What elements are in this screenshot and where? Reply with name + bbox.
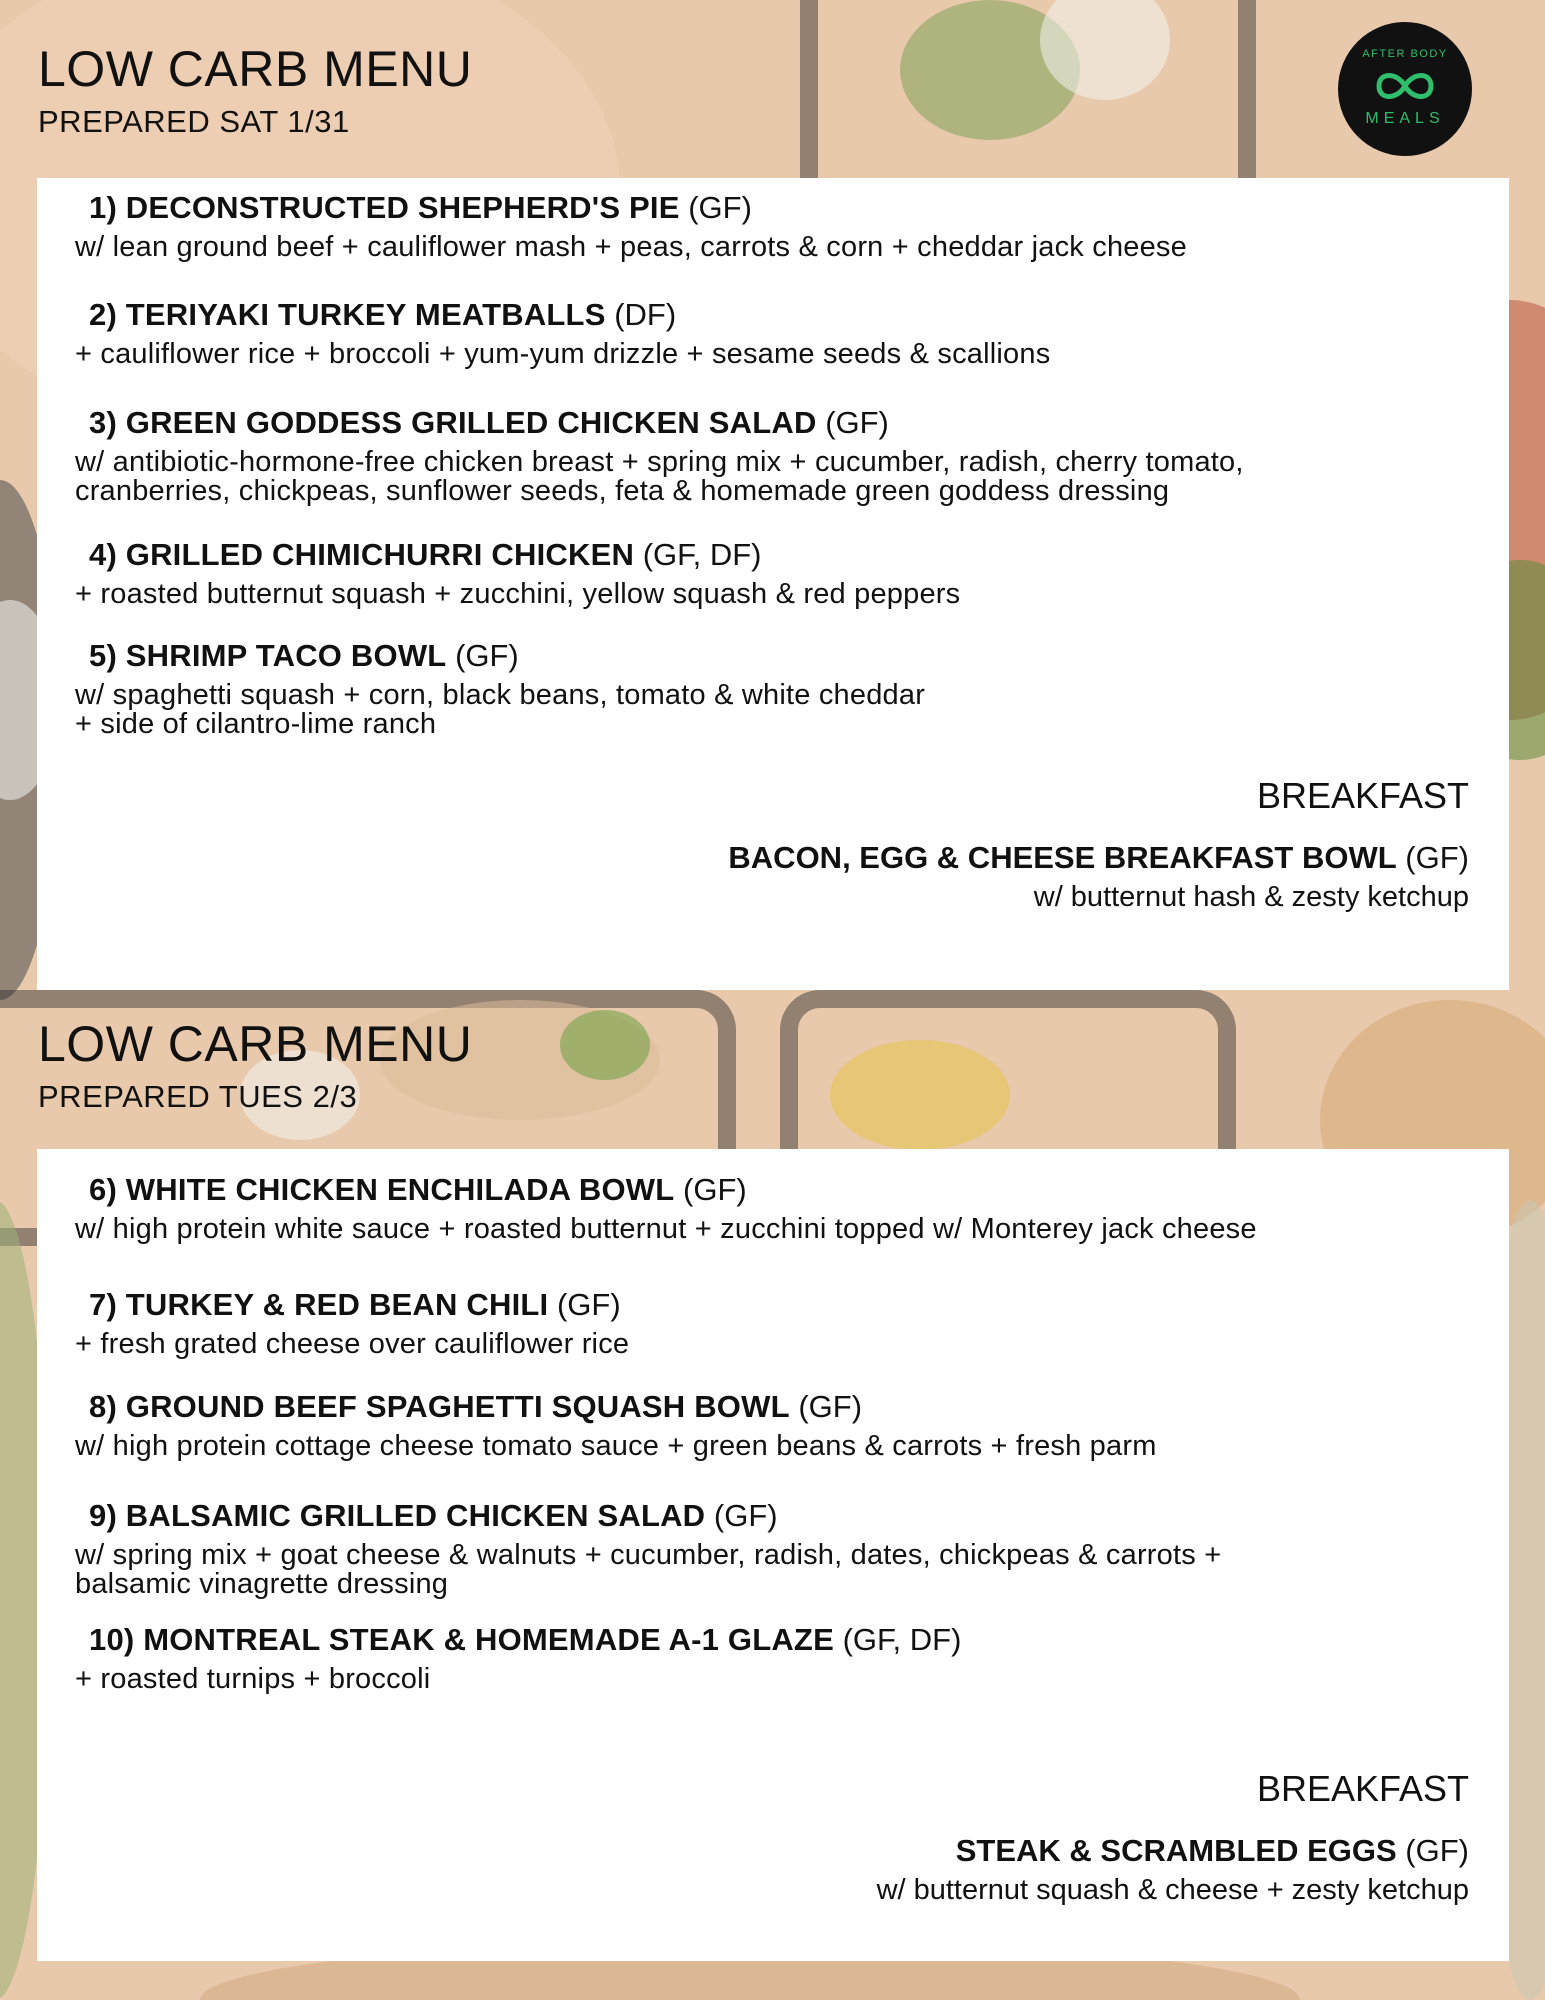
breakfast-diet-tag: (GF) (1405, 840, 1469, 875)
after-body-meals-logo (1338, 22, 1472, 156)
item-description: w/ high protein cottage cheese tomato sauce + green beans & carrots + fresh parm (75, 1430, 1157, 1462)
item-name: 3) GREEN GODDESS GRILLED CHICKEN SALAD (89, 405, 817, 440)
item-diet-tag: (GF) (798, 1389, 863, 1424)
item-name: 5) SHRIMP TACO BOWL (89, 638, 447, 673)
menu-item (75, 1289, 1505, 1359)
item-diet-tag: (GF, DF) (842, 1622, 962, 1657)
menu-subtitle: PREPARED TUES 2/3 (38, 1079, 358, 1114)
logo-top-text: AFTER BODY (1362, 48, 1448, 60)
menu-item (75, 1624, 1505, 1694)
menu-item (75, 1391, 1505, 1461)
menu-title: LOW CARB MENU (38, 1016, 473, 1072)
menu-item (75, 299, 1505, 369)
logo-bottom-text: MEALS (1365, 110, 1445, 127)
menu-item (75, 192, 1505, 262)
item-name: 7) TURKEY & RED BEAN CHILI (89, 1287, 549, 1322)
item-description: + cauliflower rice + broccoli + yum-yum drizzle + sesame seeds & scallions (75, 338, 1051, 370)
item-description: w/ lean ground beef + cauliflower mash + peas, carrots & corn + cheddar jack cheese (75, 231, 1187, 263)
item-name: 10) MONTREAL STEAK & HOMEMADE A-1 GLAZE (89, 1622, 834, 1657)
item-description: w/ spaghetti squash + corn, black beans, tomato & white cheddar + side of cilantro-lime ranch (75, 679, 926, 740)
item-diet-tag: (GF) (683, 1172, 747, 1207)
menu-item (75, 1174, 1505, 1244)
breakfast-section (876, 1768, 1469, 1906)
breakfast-label: BREAKFAST (1256, 775, 1469, 816)
menu-2-card (37, 1149, 1509, 1961)
item-name: 4) GRILLED CHIMICHURRI CHICKEN (89, 537, 635, 572)
menu-1-header (38, 41, 473, 139)
menu-item (75, 407, 1505, 506)
item-name: 9) BALSAMIC GRILLED CHICKEN SALAD (89, 1498, 706, 1533)
breakfast-description: w/ butternut hash & zesty ketchup (1033, 881, 1469, 913)
item-diet-tag: (GF) (713, 1498, 778, 1533)
item-description: + roasted butternut squash + zucchini, yellow squash & red peppers (75, 578, 961, 610)
menu-1-card (37, 178, 1509, 990)
breakfast-item-name: BACON, EGG & CHEESE BREAKFAST BOWL (728, 840, 1397, 875)
item-diet-tag: (DF) (614, 297, 677, 332)
breakfast-label: BREAKFAST (1256, 1768, 1469, 1809)
menu-subtitle: PREPARED SAT 1/31 (38, 104, 350, 139)
item-diet-tag: (GF) (825, 405, 889, 440)
menu-title: LOW CARB MENU (38, 41, 473, 97)
menu-item (75, 1500, 1505, 1599)
item-name: 6) WHITE CHICKEN ENCHILADA BOWL (89, 1172, 675, 1207)
infinity-icon (1371, 66, 1439, 106)
menu-item (75, 539, 1505, 609)
item-diet-tag: (GF) (688, 190, 752, 225)
menu-item (75, 640, 1505, 739)
item-description: + fresh grated cheese over cauliflower rice (75, 1328, 630, 1360)
item-diet-tag: (GF, DF) (642, 537, 762, 572)
breakfast-diet-tag: (GF) (1405, 1833, 1469, 1868)
breakfast-description: w/ butternut squash & cheese + zesty ketchup (876, 1874, 1469, 1906)
item-diet-tag: (GF) (556, 1287, 621, 1322)
item-diet-tag: (GF) (455, 638, 519, 673)
item-description: w/ spring mix + goat cheese & walnuts + cucumber, radish, dates, chickpeas & carrots + balsamic vinagrette dressing (75, 1539, 1222, 1600)
item-description: + roasted turnips + broccoli (75, 1663, 431, 1695)
breakfast-item-name: STEAK & SCRAMBLED EGGS (955, 1833, 1397, 1868)
item-name: 1) DECONSTRUCTED SHEPHERD'S PIE (89, 190, 680, 225)
item-description: w/ antibiotic-hormone-free chicken breast + spring mix + cucumber, radish, cherry tomato, cranberries, chickpeas, sunflower seeds, feta & homemade green goddess dressing (75, 446, 1244, 507)
breakfast-section (728, 775, 1469, 913)
menu-2-header (38, 1016, 473, 1114)
item-name: 2) TERIYAKI TURKEY MEATBALLS (89, 297, 606, 332)
item-name: 8) GROUND BEEF SPAGHETTI SQUASH BOWL (89, 1389, 790, 1424)
item-description: w/ high protein white sauce + roasted butternut + zucchini topped w/ Monterey jack cheese (75, 1213, 1257, 1245)
